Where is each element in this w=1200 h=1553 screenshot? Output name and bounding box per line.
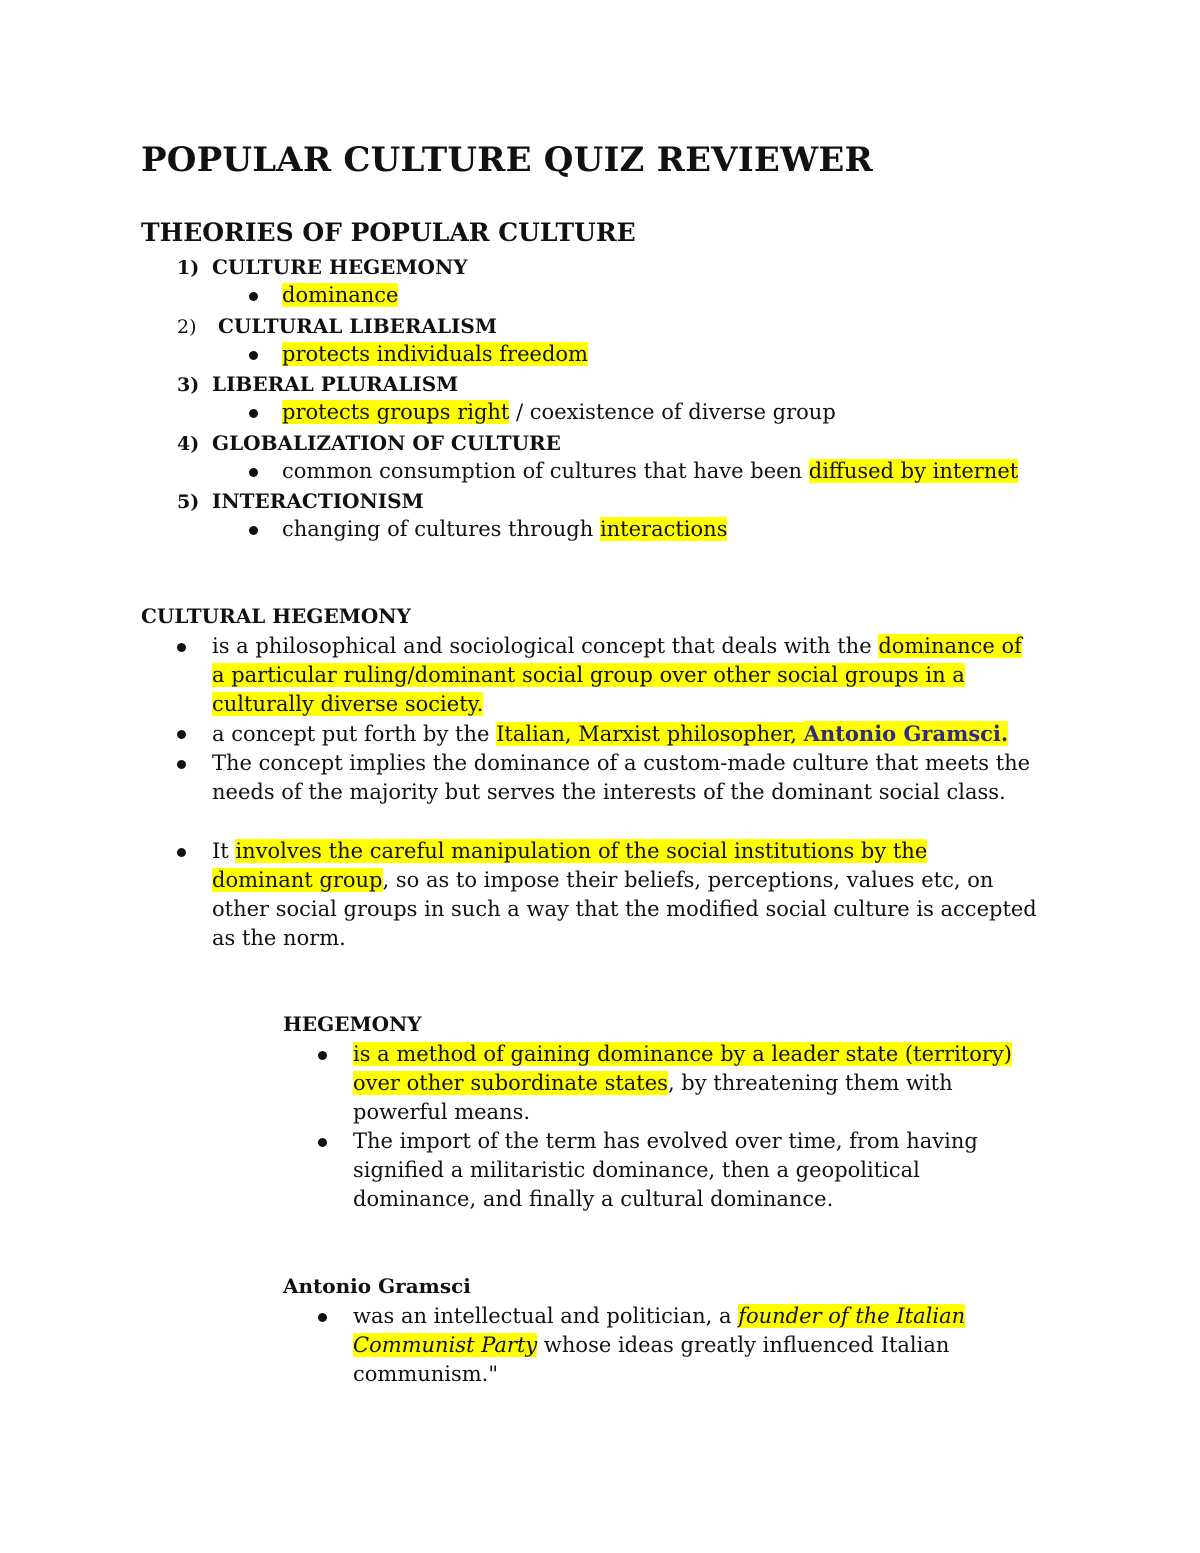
hegemony-evolution: dominance, and finally a cultural dominance. [353,1187,834,1211]
gramsci-name: Antonio Gramsci. [803,721,1009,746]
definition-line: is a philosophical and sociological concept that deals with the dominance of [212,634,1022,658]
bullet-icon [249,351,258,360]
list-number: 4) [177,433,200,455]
definition-line: a particular ruling/dominant social group over other social groups in a [212,663,965,687]
theory-label: CULTURAL LIBERALISM [218,314,497,338]
bullet-icon [177,848,186,857]
theories-heading: THEORIES OF POPULAR CULTURE [141,218,636,247]
manipulation-line: as the norm. [212,926,346,950]
origin-line: a concept put forth by the Italian, Marxist philosopher, Antonio Gramsci. [212,721,1009,746]
gramsci-description: Communist Party whose ideas greatly influenced Italian [353,1333,950,1357]
bullet-icon [249,468,258,477]
bullet-icon [318,1051,327,1060]
hegemony-definition: over other subordinate states, by threatening them with [353,1071,953,1095]
hegemony-evolution: The import of the term has evolved over time, from having [353,1129,978,1153]
gramsci-heading: Antonio Gramsci [283,1274,471,1298]
hegemony-heading: HEGEMONY [283,1012,422,1036]
gramsci-description: was an intellectual and politician, a founder of the Italian [353,1304,966,1328]
document-title: POPULAR CULTURE QUIZ REVIEWER [141,140,873,180]
list-number: 3) [177,374,200,396]
theory-label: CULTURE HEGEMONY [212,255,468,279]
theory-desc: changing of cultures through interactions [282,517,728,541]
bullet-icon [177,730,186,739]
theory-desc: protects individuals freedom [282,342,588,366]
manipulation-line: other social groups in such a way that the modified social culture is accepted [212,897,1037,921]
theory-label: INTERACTIONISM [212,489,424,513]
bullet-icon [177,760,186,769]
theory-label: GLOBALIZATION OF CULTURE [212,431,561,455]
theory-label: LIBERAL PLURALISM [212,372,459,396]
definition-line: culturally diverse society. [212,692,484,716]
theory-desc: protects groups right / coexistence of diverse group [282,400,836,424]
bullet-icon [318,1138,327,1147]
hegemony-definition: is a method of gaining dominance by a leader state (territory) [353,1042,1012,1066]
bullet-icon [318,1313,327,1322]
bullet-icon [177,643,186,652]
cultural-hegemony-heading: CULTURAL HEGEMONY [141,604,411,628]
list-number: 2) [177,316,197,338]
bullet-icon [249,409,258,418]
bullet-icon [249,526,258,535]
theory-desc: common consumption of cultures that have been diffused by internet [282,459,1019,483]
list-number: 1) [177,257,200,279]
manipulation-line: dominant group, so as to impose their beliefs, perceptions, values etc, on [212,868,994,892]
hegemony-definition: powerful means. [353,1100,531,1124]
bullet-icon [249,292,258,301]
gramsci-description: communism." [353,1362,499,1386]
implication-line: needs of the majority but serves the interests of the dominant social class. [212,780,1006,804]
manipulation-line: It involves the careful manipulation of the social institutions by the [212,839,928,863]
hegemony-evolution: signified a militaristic dominance, then a geopolitical [353,1158,920,1182]
implication-line: The concept implies the dominance of a custom-made culture that meets the [212,751,1031,775]
theory-desc: dominance [282,283,399,307]
list-number: 5) [177,491,200,513]
